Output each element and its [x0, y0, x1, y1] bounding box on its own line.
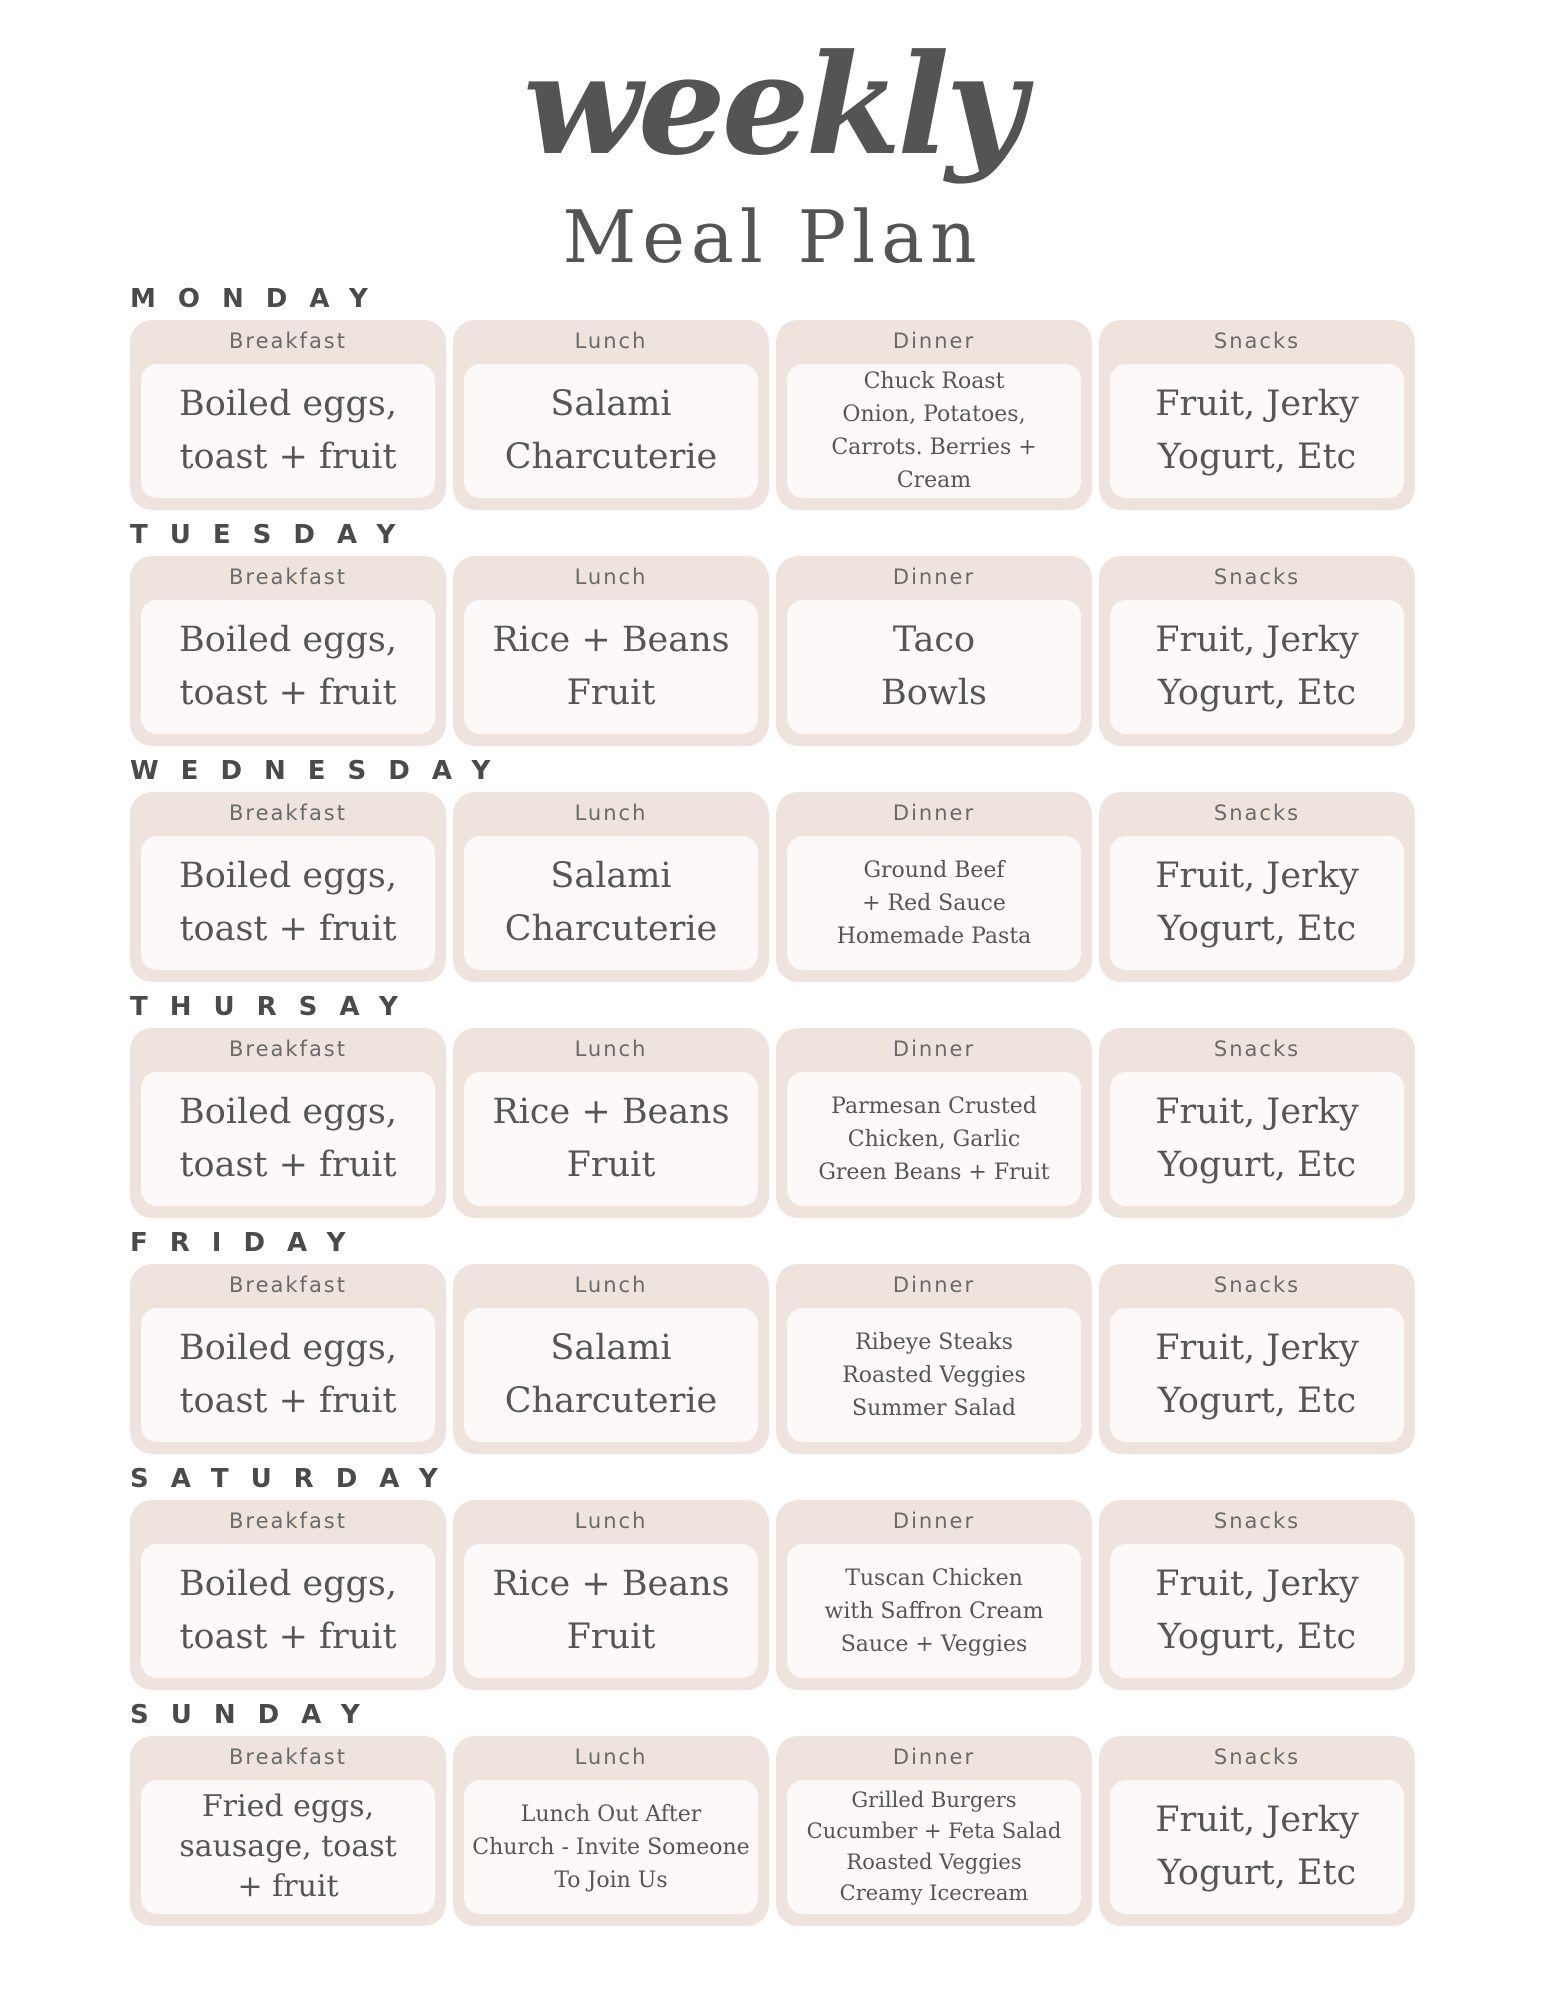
- meal-entry-box: [787, 600, 1081, 734]
- page-title-script: weekly: [523, 23, 1022, 186]
- meal-label-dinner: Dinner: [892, 1509, 976, 1533]
- snacks-text: Fruit, Jerky Yogurt, Etc: [1155, 384, 1359, 477]
- meal-label-breakfast: Breakfast: [229, 801, 347, 825]
- meal-label-lunch: Lunch: [574, 1745, 648, 1769]
- dinner-text: Ribeye Steaks Roasted Veggies Summer Salad: [842, 1329, 1026, 1421]
- breakfast-card: [130, 1028, 446, 1218]
- meal-label-snacks: Snacks: [1213, 801, 1301, 825]
- lunch-text: Salami Charcuterie: [504, 1328, 718, 1421]
- breakfast-text: Boiled eggs, toast + fruit: [178, 384, 398, 477]
- meal-entry-box: [141, 1780, 435, 1914]
- meal-label-breakfast: Breakfast: [229, 1509, 347, 1533]
- snacks-text: Fruit, Jerky Yogurt, Etc: [1155, 1800, 1359, 1893]
- meal-label-dinner: Dinner: [892, 1745, 976, 1769]
- meal-row: [130, 556, 1415, 746]
- lunch-card: [453, 320, 769, 510]
- meal-label-breakfast: Breakfast: [229, 329, 347, 353]
- meal-row: [130, 1736, 1415, 1926]
- dinner-card: [776, 792, 1092, 982]
- meal-entry-box: [1110, 1780, 1404, 1914]
- meal-label-dinner: Dinner: [892, 1037, 976, 1061]
- snacks-card: [1099, 792, 1415, 982]
- lunch-card: [453, 1500, 769, 1690]
- snacks-text: Fruit, Jerky Yogurt, Etc: [1155, 620, 1359, 713]
- snacks-card: [1099, 1500, 1415, 1690]
- meal-label-snacks: Snacks: [1213, 1037, 1301, 1061]
- meal-entry-box: [1110, 1308, 1404, 1442]
- meal-entry-box: [464, 1072, 758, 1206]
- lunch-card: [453, 1028, 769, 1218]
- meal-label-breakfast: Breakfast: [229, 1745, 347, 1769]
- breakfast-text: Boiled eggs, toast + fruit: [178, 1092, 398, 1185]
- lunch-card: [453, 556, 769, 746]
- lunch-text: Rice + Beans Fruit: [492, 620, 730, 713]
- breakfast-text: Boiled eggs, toast + fruit: [178, 620, 398, 713]
- lunch-text: Lunch Out After Church - Invite Someone To Join Us: [472, 1801, 750, 1893]
- dinner-text: Parmesan Crusted Chicken, Garlic Green Beans + Fruit: [818, 1093, 1050, 1185]
- day-section-monday: [130, 284, 1415, 512]
- meal-entry-box: [787, 1308, 1081, 1442]
- lunch-text: Rice + Beans Fruit: [492, 1092, 730, 1185]
- breakfast-text: Boiled eggs, toast + fruit: [178, 1564, 398, 1657]
- lunch-card: [453, 792, 769, 982]
- meal-entry-box: [787, 836, 1081, 970]
- meal-label-breakfast: Breakfast: [229, 1037, 347, 1061]
- breakfast-card: [130, 1264, 446, 1454]
- snacks-card: [1099, 1028, 1415, 1218]
- snacks-card: [1099, 1736, 1415, 1926]
- snacks-text: Fruit, Jerky Yogurt, Etc: [1155, 1328, 1359, 1421]
- lunch-text: Salami Charcuterie: [504, 384, 718, 477]
- dinner-text: Taco Bowls: [881, 620, 987, 713]
- meal-label-lunch: Lunch: [574, 801, 648, 825]
- day-heading: SUNDAY: [130, 1700, 382, 1730]
- day-section-friday: [130, 1228, 1415, 1456]
- breakfast-card: [130, 1736, 446, 1926]
- meal-entry-box: [1110, 1544, 1404, 1678]
- meal-entry-box: [464, 364, 758, 498]
- meal-entry-box: [464, 1308, 758, 1442]
- breakfast-text: Boiled eggs, toast + fruit: [178, 1328, 398, 1421]
- meal-row: [130, 1500, 1415, 1690]
- meal-label-lunch: Lunch: [574, 1273, 648, 1297]
- breakfast-card: [130, 1500, 446, 1690]
- breakfast-card: [130, 792, 446, 982]
- dinner-text: Chuck Roast Onion, Potatoes, Carrots. Berries + Cream: [831, 369, 1037, 493]
- meal-entry-box: [464, 600, 758, 734]
- breakfast-card: [130, 556, 446, 746]
- meal-entry-box: [141, 836, 435, 970]
- meal-label-breakfast: Breakfast: [229, 565, 347, 589]
- dinner-card: [776, 556, 1092, 746]
- day-heading: WEDNESDAY: [130, 756, 513, 786]
- dinner-card: [776, 1028, 1092, 1218]
- meal-entry-box: [1110, 364, 1404, 498]
- day-section-tuesday: [130, 520, 1415, 748]
- breakfast-card: [130, 320, 446, 510]
- snacks-text: Fruit, Jerky Yogurt, Etc: [1155, 856, 1359, 949]
- dinner-card: [776, 1736, 1092, 1926]
- day-heading: SATURDAY: [130, 1464, 460, 1494]
- meal-label-dinner: Dinner: [892, 801, 976, 825]
- meal-label-breakfast: Breakfast: [229, 1273, 347, 1297]
- meal-label-snacks: Snacks: [1213, 565, 1301, 589]
- meal-entry-box: [141, 1072, 435, 1206]
- meal-label-lunch: Lunch: [574, 1037, 648, 1061]
- day-section-thursday: [130, 992, 1415, 1220]
- day-section-saturday: [130, 1464, 1415, 1692]
- meal-label-lunch: Lunch: [574, 329, 648, 353]
- meal-label-lunch: Lunch: [574, 1509, 648, 1533]
- meal-entry-box: [1110, 1072, 1404, 1206]
- dinner-text: Tuscan Chicken with Saffron Cream Sauce + Veggies: [824, 1565, 1044, 1657]
- meal-label-snacks: Snacks: [1213, 1509, 1301, 1533]
- dinner-card: [776, 1264, 1092, 1454]
- meal-entry-box: [787, 1780, 1081, 1914]
- day-heading: FRIDAY: [130, 1228, 368, 1258]
- meal-label-dinner: Dinner: [892, 1273, 976, 1297]
- meal-label-dinner: Dinner: [892, 565, 976, 589]
- meal-entry-box: [787, 364, 1081, 498]
- lunch-text: Rice + Beans Fruit: [492, 1564, 730, 1657]
- page-subtitle: Meal Plan: [562, 195, 983, 279]
- meal-entry-box: [141, 1308, 435, 1442]
- snacks-text: Fruit, Jerky Yogurt, Etc: [1155, 1564, 1359, 1657]
- meal-entry-box: [141, 364, 435, 498]
- meal-row: [130, 1028, 1415, 1218]
- meal-row: [130, 1264, 1415, 1454]
- lunch-text: Salami Charcuterie: [504, 856, 718, 949]
- meal-entry-box: [1110, 836, 1404, 970]
- breakfast-text: Fried eggs, sausage, toast + fruit: [179, 1789, 397, 1904]
- snacks-text: Fruit, Jerky Yogurt, Etc: [1155, 1092, 1359, 1185]
- snacks-card: [1099, 320, 1415, 510]
- meal-row: [130, 792, 1415, 982]
- day-heading: MONDAY: [130, 284, 390, 314]
- meal-entry-box: [141, 600, 435, 734]
- meal-label-dinner: Dinner: [892, 329, 976, 353]
- meal-entry-box: [464, 1544, 758, 1678]
- meal-entry-box: [464, 1780, 758, 1914]
- meal-label-lunch: Lunch: [574, 565, 648, 589]
- meal-label-snacks: Snacks: [1213, 1745, 1301, 1769]
- meal-row: [130, 320, 1415, 510]
- dinner-card: [776, 1500, 1092, 1690]
- day-section-wednesday: [130, 756, 1415, 984]
- dinner-card: [776, 320, 1092, 510]
- meal-entry-box: [464, 836, 758, 970]
- meal-entry-box: [787, 1072, 1081, 1206]
- snacks-card: [1099, 1264, 1415, 1454]
- dinner-text: Ground Beef + Red Sauce Homemade Pasta: [836, 857, 1032, 949]
- meal-label-snacks: Snacks: [1213, 1273, 1301, 1297]
- lunch-card: [453, 1264, 769, 1454]
- meal-entry-box: [787, 1544, 1081, 1678]
- day-section-sunday: [130, 1700, 1415, 1928]
- meal-entry-box: [141, 1544, 435, 1678]
- breakfast-text: Boiled eggs, toast + fruit: [178, 856, 398, 949]
- day-heading: THURSAY: [130, 992, 420, 1022]
- lunch-card: [453, 1736, 769, 1926]
- dinner-text: Grilled Burgers Cucumber + Feta Salad Roasted Veggies Creamy Icecream: [806, 1788, 1062, 1905]
- snacks-card: [1099, 556, 1415, 746]
- meal-entry-box: [1110, 600, 1404, 734]
- day-heading: TUESDAY: [130, 520, 418, 550]
- meal-label-snacks: Snacks: [1213, 329, 1301, 353]
